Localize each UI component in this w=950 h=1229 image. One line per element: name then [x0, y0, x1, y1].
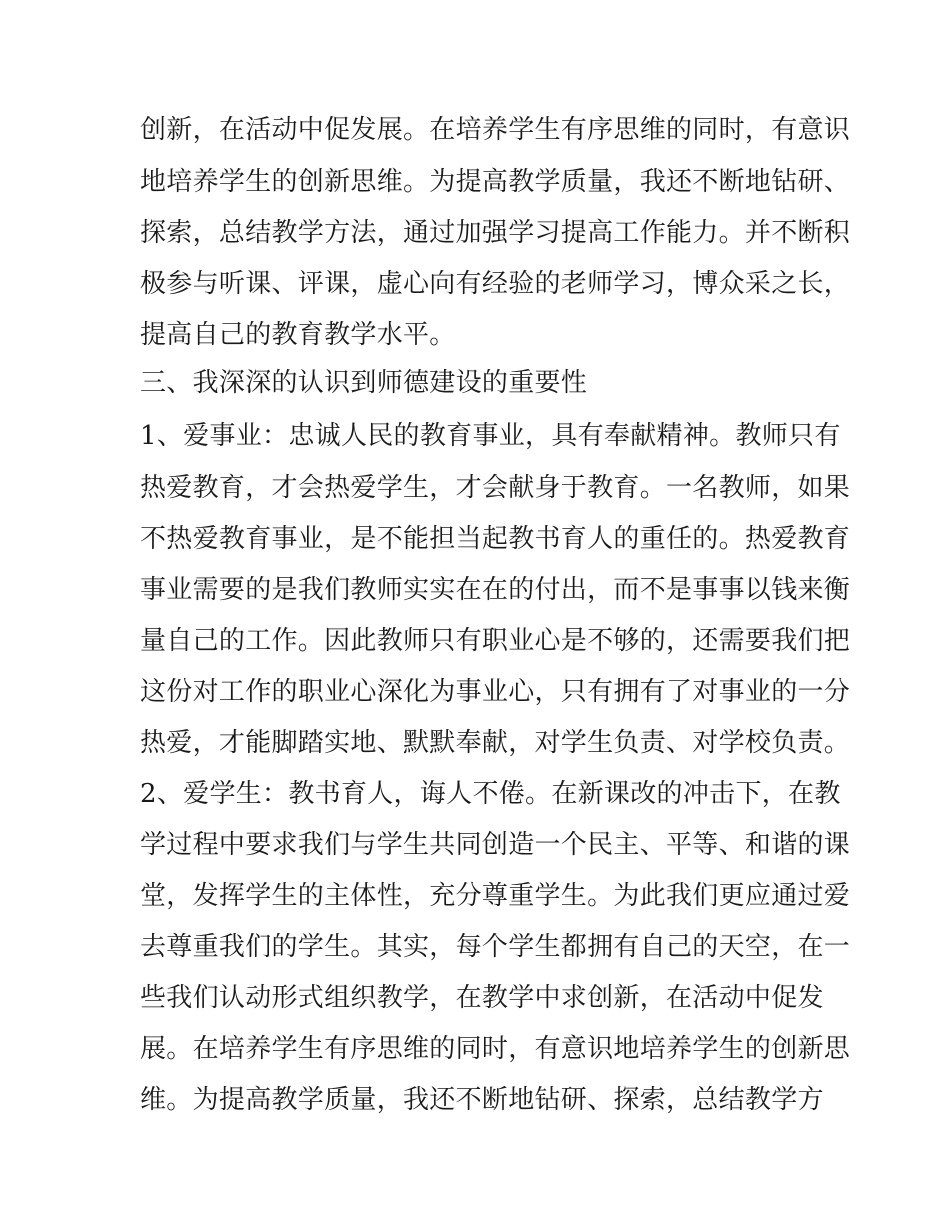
text-line: 2、爱学生：教书育人，诲人不倦。在新课改的冲击下，在教: [140, 779, 841, 809]
text-line: 展。在培养学生有序思维的同时，有意识地培养学生的创新思: [140, 1034, 851, 1064]
text-line: 1、爱事业：忠诚人民的教育事业，具有奉献精神。教师只有: [140, 421, 841, 451]
text-line: 去尊重我们的学生。其实，每个学生都拥有自己的天空，在一: [140, 932, 851, 962]
section-heading: 三、我深深的认识到师德建设的重要性: [140, 368, 588, 398]
text-line: 学过程中要求我们与学生共同创造一个民主、平等、和谐的课: [140, 830, 851, 860]
text-line: 这份对工作的职业心深化为事业心，只有拥有了对事业的一分: [140, 677, 851, 707]
text-line: 维。为提高教学质量，我还不断地钻研、探索，总结教学方: [140, 1085, 824, 1115]
text-line: 创新，在活动中促发展。在培养学生有序思维的同时，有意识: [140, 115, 851, 145]
text-line: 量自己的工作。因此教师只有职业心是不够的，还需要我们把: [140, 626, 851, 656]
text-line: 地培养学生的创新思维。为提高教学质量，我还不断地钻研、: [140, 167, 851, 197]
text-line: 不热爱教育事业，是不能担当起教书育人的重任的。热爱教育: [140, 524, 851, 554]
text-line: 热爱，才能脚踏实地、默默奉献，对学生负责、对学校负责。: [140, 728, 851, 758]
text-line: 极参与听课、评课，虚心向有经验的老师学习，博众采之长，: [140, 269, 851, 299]
text-line: 热爱教育，才会热爱学生，才会献身于教育。一名教师，如果: [140, 473, 851, 503]
text-line: 探索，总结教学方法，通过加强学习提高工作能力。并不断积: [140, 218, 851, 248]
text-line: 堂，发挥学生的主体性，充分尊重学生。为此我们更应通过爱: [140, 881, 851, 911]
text-line: 事业需要的是我们教师实实在在的付出，而不是事事以钱来衡: [140, 575, 851, 605]
text-line: 些我们认动形式组织教学，在教学中求创新，在活动中促发: [140, 983, 824, 1013]
text-line: 提高自己的教育教学水平。: [140, 320, 456, 350]
